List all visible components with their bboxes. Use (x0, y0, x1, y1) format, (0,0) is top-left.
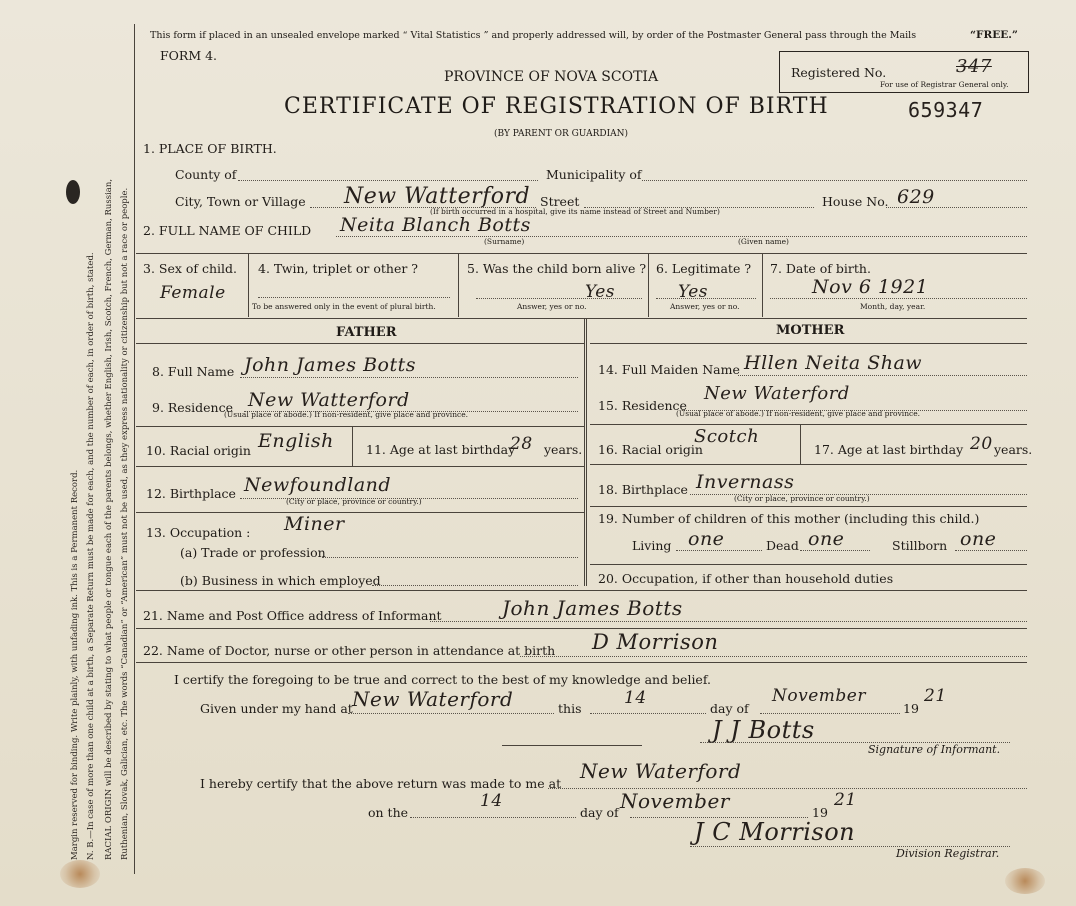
mother-row-border-3 (590, 506, 1027, 507)
father-age-value: 28 (510, 434, 533, 454)
mother-age-value: 20 (970, 434, 993, 454)
certify-day-of: day of (710, 701, 749, 716)
sex-label: 3. Sex of child. (143, 261, 238, 276)
father-name-value: John James Botts (244, 354, 416, 376)
stain-mark (60, 860, 100, 888)
hospital-note: (If birth occurred in a hospital, give its name instead of Street and Number) (430, 207, 720, 216)
row3-divider-2 (458, 253, 459, 317)
father-racial-divider (352, 426, 353, 466)
certify-month-value: November (772, 686, 866, 706)
date-line (770, 298, 1027, 299)
father-racial-value: English (258, 430, 334, 452)
given-name-note: (Given name) (738, 237, 789, 246)
child-name-value: Neita Blanch Botts (340, 214, 531, 236)
mother-birthplace-label: 18. Birthplace (598, 482, 688, 497)
free-label: “FREE.” (970, 29, 1018, 41)
mother-row-border-4 (590, 564, 1027, 565)
certify-month-line (760, 713, 900, 714)
informant-top-border (136, 590, 1027, 591)
legitimate-note: Answer, yes or no. (670, 302, 740, 311)
father-trade-label: (a) Trade or profession (180, 545, 326, 560)
father-row-border-3 (136, 512, 584, 513)
legitimate-line (656, 298, 756, 299)
doctor-value: D Morrison (592, 630, 719, 654)
signature-separator (502, 745, 642, 746)
margin-note-2: N. B.—In case of more than one child at a birth, a Separate Return must be made for each, and the number of each, in order of birth, stated. (86, 252, 96, 860)
father-trade-line (322, 557, 578, 558)
father-business-line (372, 585, 578, 586)
father-racial-label: 10. Racial origin (146, 443, 251, 458)
registrar-signature: J C Morrison (694, 818, 856, 846)
informant-label: 21. Name and Post Office address of Informant (143, 608, 442, 623)
registrar-line: I hereby certify that the above return was made to me at (200, 776, 562, 791)
registered-note: For use of Registrar General only. (880, 80, 1009, 89)
this-label: this (558, 701, 582, 716)
registered-label: Registered No. (791, 65, 887, 80)
doctor-bottom-border (136, 662, 1027, 663)
given-label: Given under my hand at (200, 701, 353, 716)
mother-name-line (738, 375, 1027, 376)
father-age-label: 11. Age at last birthday (366, 442, 516, 457)
mother-name-label: 14. Full Maiden Name (598, 362, 740, 377)
alive-note: Answer, yes or no. (517, 302, 587, 311)
certify-year-value: 21 (924, 686, 947, 706)
registrar-year-prefix: 19 (812, 805, 828, 820)
mother-residence-value: New Waterford (704, 383, 850, 404)
margin-note-3: RACIAL ORIGIN will be described by stating to what people or tongue each of the parents belongs, whether English, Irish, Scotch, French, German, Russian, (104, 178, 114, 860)
certify-line: I certify the foregoing to be true and correct to the best of my knowledge and belief. (174, 672, 711, 687)
date-value: Nov 6 1921 (812, 276, 929, 298)
father-occupation-value: Miner (284, 513, 345, 535)
house-label: House No. (822, 194, 889, 209)
registrar-signature-label: Division Registrar. (896, 847, 1000, 860)
legitimate-value: Yes (678, 282, 709, 302)
street-label: Street (540, 194, 580, 209)
province-title: PROVINCE OF NOVA SCOTIA (444, 69, 659, 85)
registrar-on-the: on the (368, 805, 409, 820)
mother-heading: MOTHER (776, 323, 845, 338)
father-row-border-2 (136, 466, 584, 467)
registrar-day-value: 14 (480, 791, 503, 811)
doctor-top-border (136, 628, 1027, 629)
date-label: 7. Date of birth. (770, 261, 871, 276)
mother-age-label: 17. Age at last birthday (814, 442, 964, 457)
informant-line (430, 621, 1027, 622)
county-line (238, 180, 538, 181)
ink-blot (66, 180, 80, 204)
father-age-years: years. (544, 442, 583, 457)
mother-row-border-1 (590, 424, 1027, 425)
doctor-line (520, 656, 1027, 657)
legitimate-label: 6. Legitimate ? (656, 261, 752, 276)
postal-notice: This form if placed in an unsealed envelope marked “ Vital Statistics ” and properly addressed will, by order of the Postmaster General pass through the Mails (150, 30, 917, 41)
child-name-line (336, 236, 1027, 237)
father-row-border-1 (136, 426, 584, 427)
doctor-label: 22. Name of Doctor, nurse or other person in attendance at birth (143, 643, 556, 658)
alive-label: 5. Was the child born alive ? (467, 261, 647, 276)
registrar-place-value: New Waterford (580, 759, 742, 783)
registrar-day-of: day of (580, 805, 619, 820)
father-occupation-label: 13. Occupation : (146, 525, 251, 540)
county-label: County of (175, 167, 237, 182)
registered-box (779, 51, 1029, 93)
house-value: 629 (897, 186, 935, 208)
date-note: Month, day, year. (860, 302, 926, 311)
parents-top-border (136, 318, 1027, 319)
mother-racial-divider (800, 424, 801, 464)
house-line (886, 207, 1027, 208)
mother-residence-label: 15. Residence (598, 398, 687, 413)
mother-stillborn-value: one (960, 528, 997, 550)
father-name-line (240, 377, 578, 378)
margin-note-1: Margin reserved for binding. Write plainly, with unfading ink. This is a Permanent Record. (70, 469, 80, 860)
municipality-label: Municipality of (546, 167, 642, 182)
city-value: New Watterford (344, 184, 531, 209)
father-birthplace-value: Newfoundland (244, 474, 392, 496)
mother-row-border-2 (590, 464, 1027, 465)
father-business-label: (b) Business in which employed (180, 573, 381, 588)
informant-signature-label: Signature of Informant. (868, 743, 1001, 756)
form-number: FORM 4. (160, 48, 218, 63)
alive-value: Yes (585, 282, 616, 302)
certify-day-value: 14 (624, 688, 647, 708)
mother-stillborn-line (955, 550, 1027, 551)
city-label: City, Town or Village (175, 194, 306, 209)
page-title: CERTIFICATE OF REGISTRATION OF BIRTH (284, 94, 829, 119)
child-name-label: 2. FULL NAME OF CHILD (143, 223, 312, 238)
mother-age-years: years. (994, 442, 1033, 457)
father-residence-note: (Usual place of abode.) If non-resident, give place and province. (224, 410, 469, 419)
father-birthplace-label: 12. Birthplace (146, 486, 236, 501)
mother-children-label: 19. Number of children of this mother (including this child.) (598, 511, 980, 526)
mother-residence-note: (Usual place of abode.) If non-resident, give place and province. (676, 409, 921, 418)
mother-racial-label: 16. Racial origin (598, 442, 703, 457)
place-of-birth-heading: 1. PLACE OF BIRTH. (143, 141, 277, 156)
municipality-line (642, 180, 1027, 181)
father-residence-value: New Watterford (248, 389, 410, 411)
mother-occupation-label: 20. Occupation, if other than household duties (598, 571, 894, 586)
registrar-year-value: 21 (834, 790, 857, 810)
certify-year-prefix: 19 (903, 701, 919, 716)
row3-top-border (136, 253, 1027, 254)
mother-birthplace-note: (City or place, province or country.) (734, 494, 870, 503)
twin-label: 4. Twin, triplet or other ? (258, 261, 418, 276)
margin-note-4: Ruthenian, Slovak, Galician, etc. The words “Canadian” or “American” must not be used, as they express nationality or citizenship but not a race or people. (120, 187, 130, 860)
father-heading: FATHER (336, 325, 397, 340)
mother-dead-value: one (808, 528, 845, 550)
mother-birthplace-value: Invernass (696, 471, 795, 493)
given-place-line (348, 713, 554, 714)
sex-value: Female (160, 283, 226, 303)
informant-signature: J J Botts (712, 716, 815, 744)
row3-divider-4 (762, 253, 763, 317)
form-left-border (134, 24, 135, 874)
row3-divider-3 (648, 253, 649, 317)
mother-dead-label: Dead (766, 538, 799, 553)
surname-note: (Surname) (484, 237, 525, 246)
heading-underline-left (136, 343, 584, 344)
mother-dead-line (800, 550, 870, 551)
registrar-day-line (410, 817, 576, 818)
registered-value: 347 (956, 56, 992, 77)
parents-divider (584, 318, 587, 586)
row3-divider-1 (248, 253, 249, 317)
mother-stillborn-label: Stillborn (892, 538, 948, 553)
mother-living-label: Living (632, 538, 672, 553)
certify-day-line (590, 713, 706, 714)
twin-line (258, 297, 450, 298)
alive-line (476, 298, 642, 299)
page-subtitle: (BY PARENT OR GUARDIAN) (494, 129, 629, 139)
father-birthplace-note: (City or place, province or country.) (286, 497, 422, 506)
registrar-month-value: November (620, 789, 730, 813)
mother-name-value: Hllen Neita Shaw (744, 352, 923, 374)
mother-living-value: one (688, 528, 725, 550)
father-name-label: 8. Full Name (152, 364, 235, 379)
mother-racial-value: Scotch (694, 426, 760, 447)
stamp-number: 659347 (908, 98, 984, 122)
mother-living-line (676, 550, 762, 551)
twin-note: To be answered only in the event of plural birth. (252, 302, 436, 311)
given-place-value: New Waterford (352, 687, 514, 711)
stain-mark (1005, 868, 1045, 894)
heading-underline-right (590, 343, 1027, 344)
informant-value: John James Botts (502, 596, 683, 620)
father-residence-label: 9. Residence (152, 400, 233, 415)
